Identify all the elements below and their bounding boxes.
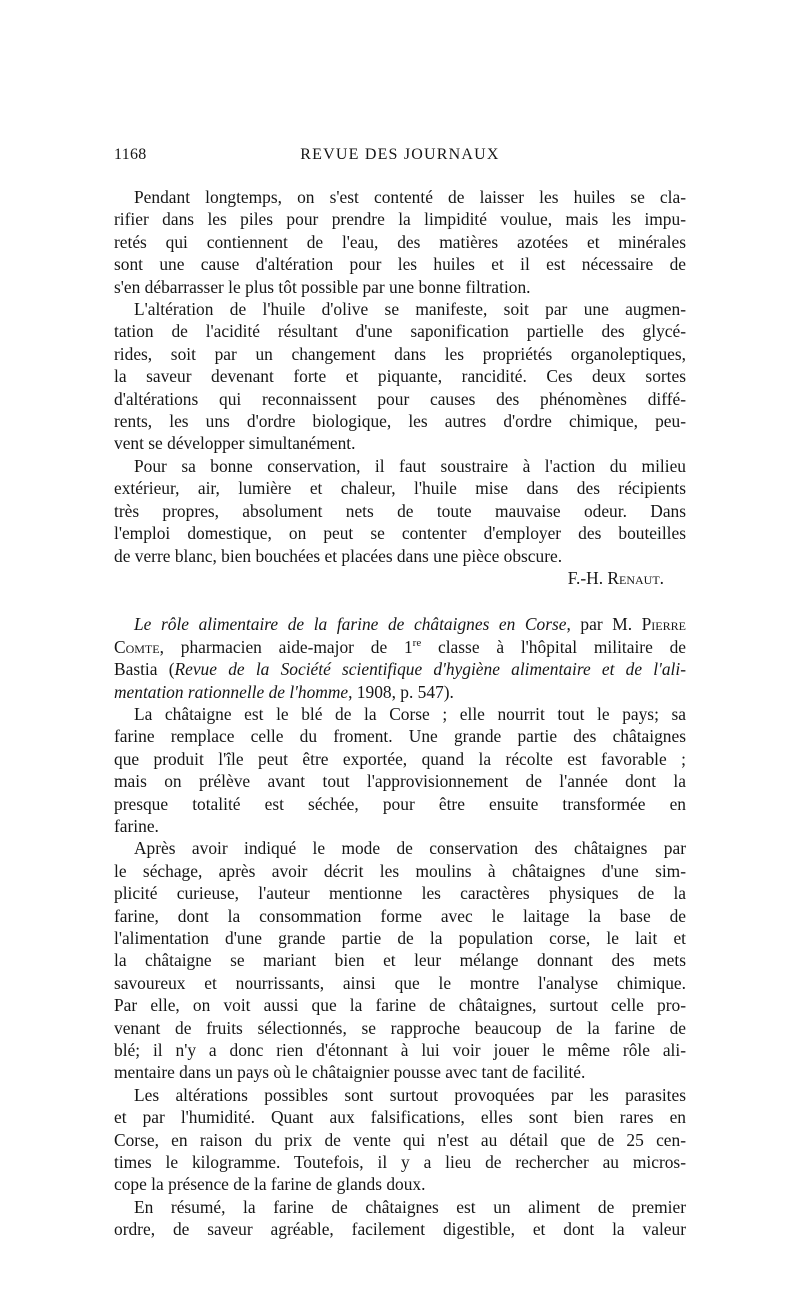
paragraph	[114, 1196, 686, 1241]
text-line: rifier dans les piles pour prendre la limpidité voulue, mais les impu-	[114, 209, 686, 230]
text-line: Les altérations possibles sont surtout provoquées par les parasites	[134, 1084, 686, 1105]
reference-line	[114, 613, 686, 635]
text-line: sont une cause d'altération pour les huiles et il est nécessaire de	[114, 254, 686, 275]
paragraph	[114, 837, 686, 1083]
paragraph	[114, 186, 686, 298]
text-line: times le kilogramme. Toutefois, il y a lieu de rechercher au micros-	[114, 1152, 686, 1173]
article-olive-oil	[114, 186, 686, 589]
page-number: 1168	[114, 146, 147, 163]
text-line: la châtaigne se mariant bien et leur mélange donnant des mets	[114, 950, 686, 971]
article-separator	[114, 589, 686, 613]
text-line: ordre, de saveur agréable, facilement digestible, et dont la valeur	[114, 1219, 686, 1240]
text-line: d'altérations qui reconnaissent pour causes des phénomènes diffé-	[114, 388, 686, 409]
text-line: venant de fruits sélectionnés, se rapproche beaucoup de la farine de	[114, 1017, 686, 1038]
running-title: REVUE DES JOURNAUX	[300, 146, 500, 163]
author-first-name: Pierre	[641, 614, 686, 635]
article-title: Le rôle alimentaire de la farine de châtaignes en Corse	[134, 614, 567, 635]
page-header	[114, 146, 686, 172]
text-line: savoureux et nourrissants, ainsi que le montre l'analyse chimique.	[114, 972, 686, 993]
author-affiliation-cont: classe à l'hôpital militaire de	[421, 636, 687, 657]
paragraph	[114, 455, 686, 567]
text-line: Après avoir indiqué le mode de conservation des châtaignes par	[134, 838, 686, 859]
text-line: Corse, en raison du prix de vente qui n'est au détail que de 25 cen-	[114, 1129, 686, 1150]
text-line: vent se développer simultanément.	[114, 433, 356, 454]
author-affiliation: , pharmacien aide-major de 1	[159, 636, 413, 657]
text-line: L'altération de l'huile d'olive se manifeste, soit par une augmen-	[134, 299, 686, 320]
text-line: Par elle, on voit aussi que la farine de châtaignes, surtout celle pro-	[114, 995, 686, 1016]
reference-by: , par M.	[566, 614, 642, 635]
reference-line	[114, 681, 686, 703]
text-line: La châtaigne est le blé de la Corse ; elle nourrit tout le pays; sa	[134, 703, 686, 724]
author-signature: F.-H. Renaut.	[567, 567, 664, 588]
journal-name-cont: mentation rationnelle de l'homme	[114, 681, 349, 702]
text-line: farine remplace celle du froment. Une grande partie des châtaignes	[114, 726, 686, 747]
reference-location: Bastia (	[114, 659, 175, 680]
article-chestnut-flour	[114, 613, 686, 1240]
text-line: rides, soit par un changement dans les propriétés organoleptiques,	[114, 343, 686, 364]
text-line: Pour sa bonne conservation, il faut soustraire à l'action du milieu	[134, 455, 686, 476]
reference-line	[114, 658, 686, 680]
text-line: extérieur, air, lumière et chaleur, l'huile mise dans des récipients	[114, 478, 686, 499]
text-line: Pendant longtemps, on s'est contenté de laisser les huiles se cla-	[134, 187, 686, 207]
ordinal-superscript: re	[412, 636, 422, 649]
text-line: et par l'humidité. Quant aux falsifications, elles sont bien rares en	[114, 1107, 686, 1128]
author-last-name: Comte	[114, 636, 160, 657]
paragraph	[114, 1084, 686, 1196]
text-line: blé; il n'y a donc rien d'étonnant à lui voir jouer le même rôle ali-	[114, 1040, 686, 1061]
journal-name: Revue de la Société scientifique d'hygiène alimentaire et de l'ali-	[174, 659, 687, 680]
text-line: très propres, absolument nets de toute mauvaise odeur. Dans	[114, 500, 686, 521]
text-line: rents, les uns d'ordre biologique, les autres d'ordre chimique, peu-	[114, 411, 686, 432]
text-line: tation de l'acidité résultant d'une saponification partielle des glycé-	[114, 321, 686, 342]
text-line: la saveur devenant forte et piquante, rancidité. Ces deux sortes	[114, 366, 686, 387]
text-line: que produit l'île peut être exportée, quand la récolte est favorable ;	[114, 748, 686, 769]
text-line: presque totalité est séchée, pour être ensuite transformée en	[114, 793, 686, 814]
reference-year-page: , 1908, p. 547).	[348, 681, 454, 702]
journal-page	[114, 146, 686, 1241]
page-body	[114, 186, 686, 1241]
text-line: l'emploi domestique, on peut se contenter d'employer des bouteilles	[114, 523, 686, 544]
paragraph	[114, 298, 686, 455]
article-reference	[114, 613, 686, 703]
text-line: de verre blanc, bien bouchées et placées dans une pièce obscure.	[114, 545, 563, 566]
text-line: mais on prélève avant tout l'approvisionnement de l'année dont la	[114, 771, 686, 792]
text-line: plicité curieuse, l'auteur mentionne les caractères physiques de la	[114, 883, 686, 904]
text-line: l'alimentation d'une grande partie de la population corse, le lait et	[114, 928, 686, 948]
text-line: farine, dont la consommation forme avec le laitage la base de	[114, 905, 686, 926]
reference-line	[114, 636, 686, 658]
text-line: farine.	[114, 815, 159, 836]
text-line: s'en débarrasser le plus tôt possible par une bonne filtration.	[114, 276, 531, 297]
text-line: mentaire dans un pays où le châtaignier pousse avec tant de facilité.	[114, 1062, 586, 1083]
paragraph	[114, 703, 686, 837]
text-line: En résumé, la farine de châtaignes est un aliment de premier	[134, 1196, 686, 1217]
text-line: retés qui contiennent de l'eau, des matières azotées et minérales	[114, 231, 686, 252]
text-line: le séchage, après avoir décrit les moulins à châtaignes d'une sim-	[114, 860, 686, 881]
text-line: cope la présence de la farine de glands doux.	[114, 1174, 426, 1195]
